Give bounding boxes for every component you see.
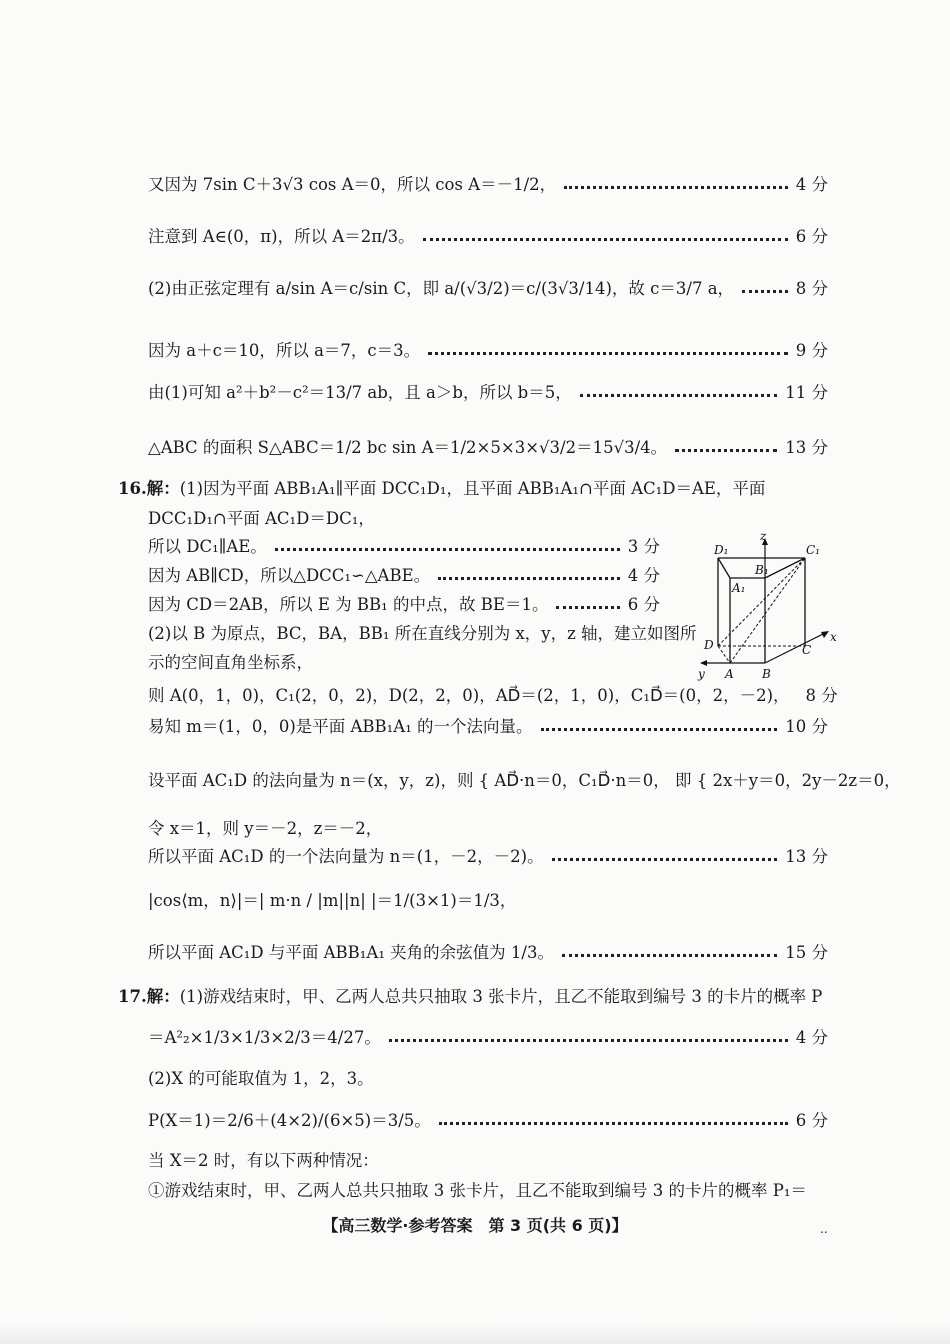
line-text: 所以 DC₁∥AE。 [148, 537, 267, 556]
q17-prob [148, 1027, 828, 1049]
leader-dots [275, 548, 620, 551]
line-15-sine-rule [148, 278, 828, 300]
line-text: ＝A²₂×1/3×1/3×2/3＝4/27。 [148, 1028, 381, 1047]
score: 9 分 [795, 341, 828, 360]
score: 11 分 [785, 383, 828, 402]
score: 10 分 [785, 717, 828, 736]
line-15-A-value [148, 226, 828, 248]
page-footer: 【高三数学·参考答案 第 3 页(共 6 页)】 [322, 1216, 628, 1235]
q17-px1 [148, 1110, 828, 1132]
q16-let-x: 令 x＝1，则 y＝－2，z＝－2， [148, 819, 383, 838]
line-text: △ABC 的面积 S△ABC＝1/2 bc sin A＝1/2×5×3×√3/2＝15√3/4。 [148, 438, 668, 457]
q16-conclusion [148, 942, 828, 964]
q17-values: (2)X 的可能取值为 1，2，3。 [148, 1069, 374, 1088]
label-B: B [762, 667, 771, 681]
label-B1: B₁ [755, 563, 769, 577]
score: 8 分 [795, 279, 828, 298]
score: 4 分 [795, 175, 828, 194]
label-C: C [802, 643, 812, 657]
score: 15 分 [785, 943, 828, 962]
label-z: z [760, 529, 767, 543]
label-D: D [704, 638, 714, 652]
line-text: P(X＝1)＝2/6＋(4×2)/(6×5)＝3/5。 [148, 1111, 431, 1130]
q16-line-7: 示的空间直角坐标系， [148, 653, 313, 672]
leader-dots [742, 290, 788, 293]
line-text: (1)游戏结束时，甲、乙两人总共只抽取 3 张卡片，且乙不能取到编号 3 的卡片的概率 P [179, 987, 823, 1006]
q16-line-4 [148, 565, 660, 587]
q16-line-6: (2)以 B 为原点，BC，BA，BB₁ 所在直线分别为 x，y，z 轴，建立如图所 [148, 624, 697, 643]
line-text: 易知 m＝(1，0，0)是平面 ABB₁A₁ 的一个法向量。 [148, 717, 533, 736]
leader-dots [423, 238, 788, 241]
q16-normal-n [148, 846, 828, 868]
leader-dots [675, 449, 777, 452]
score: 8 分 [805, 686, 838, 705]
q16-start [118, 478, 765, 500]
leader-dots [541, 728, 778, 731]
cuboid-diagram [690, 528, 840, 688]
q17-case-1: ①游戏结束时，甲、乙两人总共只抽取 3 张卡片，且乙不能取到编号 3 的卡片的概率 P₁＝ [148, 1181, 807, 1200]
leader-dots [439, 1122, 788, 1125]
line-text: 又因为 7sin C＋3√3 cos A＝0，所以 cos A＝－1/2， [148, 175, 557, 194]
label-D1: D₁ [714, 543, 729, 557]
cuboid-figure [690, 528, 840, 688]
leader-dots [438, 577, 620, 580]
leader-dots [428, 352, 788, 355]
line-15-ac [148, 340, 828, 362]
line-text: 由(1)可知 a²＋b²－c²＝13/7 ab，且 a＞b，所以 b＝5， [148, 383, 572, 402]
score: 13 分 [785, 438, 828, 457]
line-text: 因为 AB∥CD，所以△DCC₁∽△ABE。 [148, 566, 431, 585]
q16-normal-m [148, 716, 828, 738]
label-A: A [725, 667, 734, 681]
line-text: 所以平面 AC₁D 的一个法向量为 n＝(1，－2，－2)。 [148, 847, 544, 866]
label-x: x [830, 630, 837, 644]
label-y: y [698, 667, 705, 681]
score: 3 分 [627, 537, 660, 556]
line-text: 注意到 A∈(0，π)，所以 A＝2π/3。 [148, 227, 415, 246]
score: 6 分 [627, 595, 660, 614]
q17-case-x2: 当 X＝2 时，有以下两种情况： [148, 1151, 379, 1170]
score: 13 分 [785, 847, 828, 866]
score: 6 分 [795, 1111, 828, 1130]
scan-shadow [0, 1324, 950, 1344]
q17-start [118, 986, 822, 1008]
line-15-area [148, 437, 828, 459]
q16-system: 设平面 AC₁D 的法向量为 n＝(x，y，z)，则 { AD⃗·n＝0，C₁D⃗·n＝0， 即 { 2x＋y＝0，2y－2z＝0， [148, 771, 901, 790]
leader-dots [556, 606, 619, 609]
label-A1: A₁ [732, 581, 746, 595]
q16-line-5 [148, 594, 660, 616]
line-15-b [148, 382, 828, 404]
q16-line-2: DCC₁D₁∩平面 AC₁D＝DC₁， [148, 509, 375, 528]
line-text: (2)由正弦定理有 a/sin A＝c/sin C，即 a/(√3/2)＝c/(3√3/14)，故 c＝3/7 a， [148, 279, 735, 298]
leader-dots [552, 858, 778, 861]
corner-mark: .. [820, 1222, 828, 1236]
score: 4 分 [795, 1028, 828, 1047]
q16-coords [148, 685, 838, 707]
leader-dots [580, 394, 778, 397]
line-text: (1)因为平面 ABB₁A₁∥平面 DCC₁D₁，且平面 ABB₁A₁∩平面 AC₁D＝AE，平面 [179, 479, 766, 498]
q16-number: 16.解： [118, 479, 180, 498]
line-text: 则 A(0，1，0)，C₁(2，0，2)，D(2，2，0)，AD⃗＝(2，1，0)，C₁D⃗＝(0，2，－2)， [148, 686, 790, 705]
line-text: 因为 a＋c＝10，所以 a＝7，c＝3。 [148, 341, 421, 360]
line-text: 因为 CD＝2AB，所以 E 为 BB₁ 的中点，故 BE＝1。 [148, 595, 549, 614]
score: 4 分 [627, 566, 660, 585]
q16-line-3 [148, 536, 660, 558]
leader-dots [562, 954, 777, 957]
line-15-cosA [148, 174, 828, 196]
leader-dots [564, 186, 788, 189]
q16-cos: |cos⟨m，n⟩|＝| m·n / |m||n| |＝1/(3×1)＝1/3， [148, 891, 517, 910]
label-C1: C₁ [806, 543, 820, 557]
leader-dots [389, 1039, 788, 1042]
score: 6 分 [795, 227, 828, 246]
q17-number: 17.解： [118, 987, 180, 1006]
line-text: 所以平面 AC₁D 与平面 ABB₁A₁ 夹角的余弦值为 1/3。 [148, 943, 554, 962]
